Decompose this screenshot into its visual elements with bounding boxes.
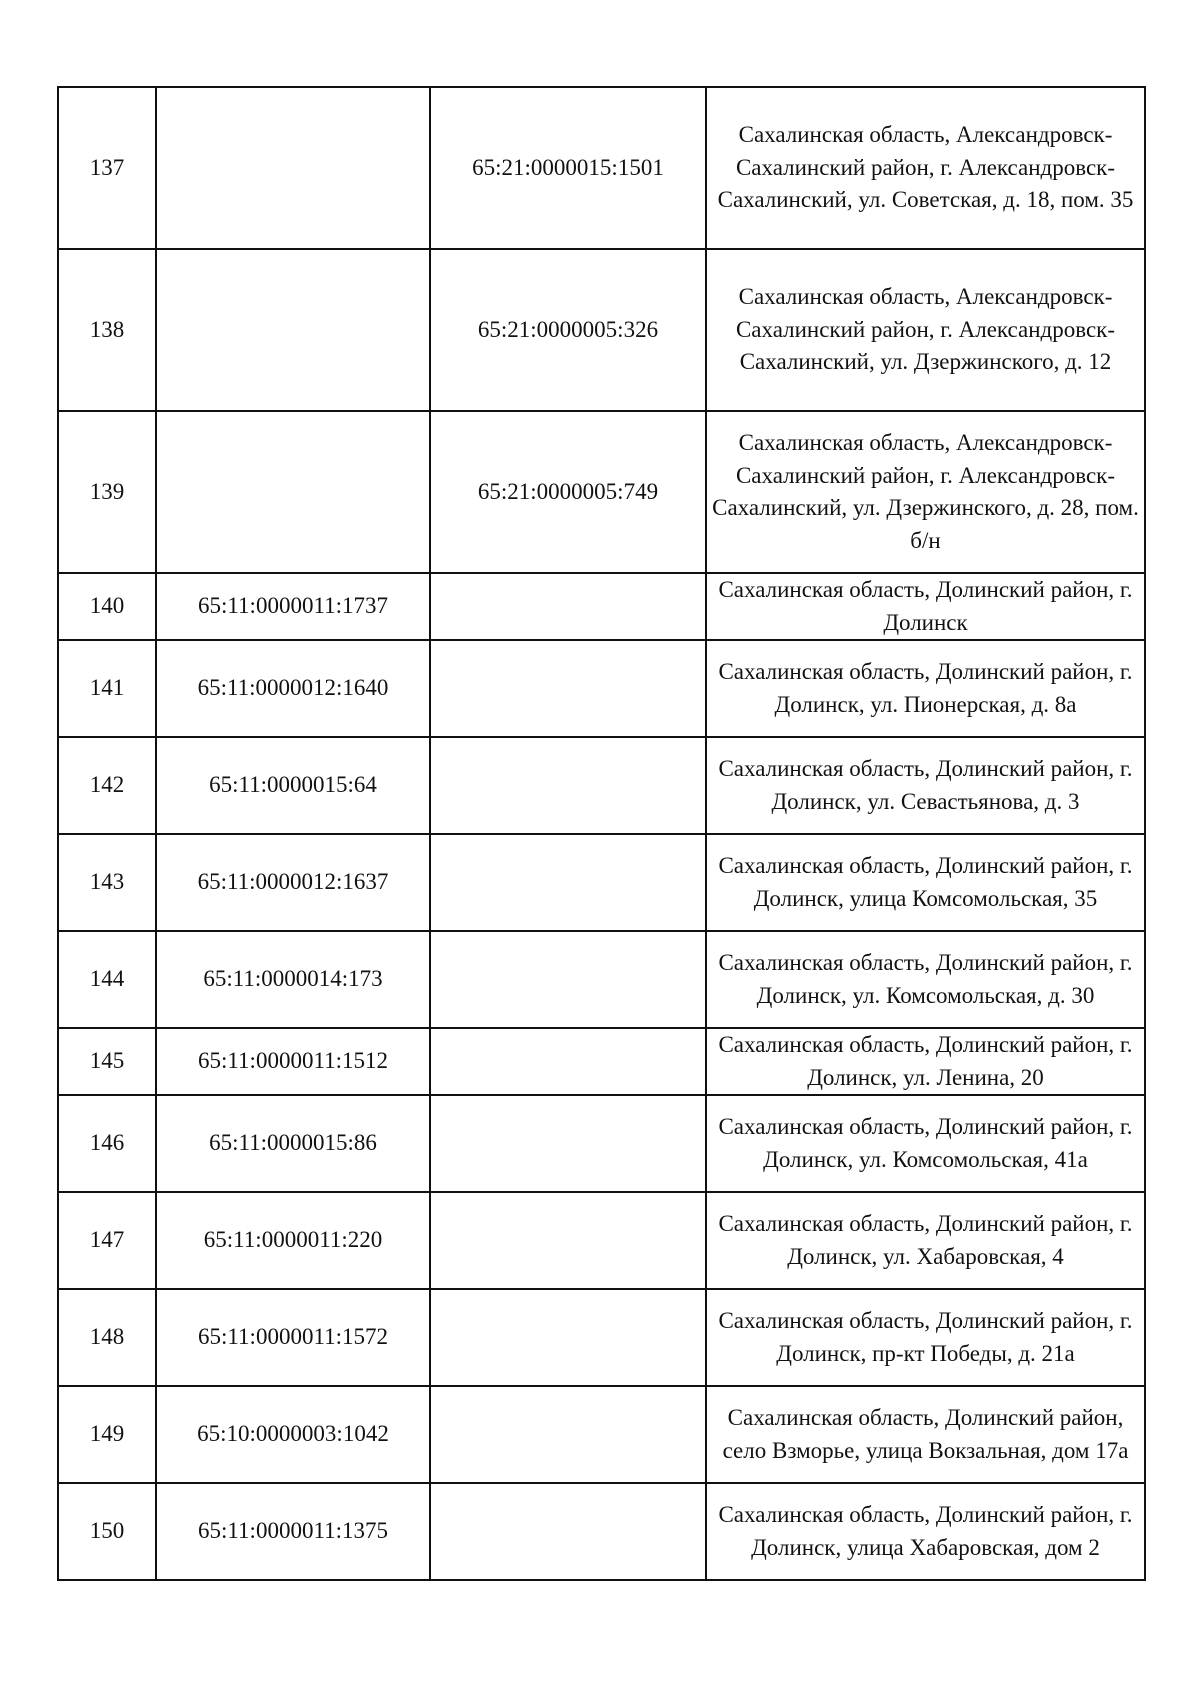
table-row (58, 931, 1145, 1028)
row-number-cell: 137 (58, 87, 156, 249)
cadastral-number-cell: 65:11:0000011:220 (156, 1192, 430, 1289)
cadastral-number-cell (156, 249, 430, 411)
cadastral-number-cell: 65:11:0000012:1640 (156, 640, 430, 737)
row-number-cell: 145 (58, 1028, 156, 1095)
cadastral-number-cell (156, 87, 430, 249)
premises-cadastral-number-cell (430, 931, 706, 1028)
row-number-cell: 146 (58, 1095, 156, 1192)
address-cell: Сахалинская область, Долинский район, г. Долинск, ул. Севастьянова, д. 3 (706, 737, 1145, 834)
address-cell: Сахалинская область, Долинский район, г. Долинск, улица Хабаровская, дом 2 (706, 1483, 1145, 1580)
premises-cadastral-number-cell (430, 1386, 706, 1483)
premises-cadastral-number-cell (430, 834, 706, 931)
cadastral-number-cell: 65:11:0000011:1375 (156, 1483, 430, 1580)
premises-cadastral-number-cell (430, 640, 706, 737)
table-body (58, 87, 1145, 1580)
cadastral-number-cell: 65:11:0000011:1512 (156, 1028, 430, 1095)
address-cell: Сахалинская область, Долинский район, г. Долинск, ул. Пионерская, д. 8а (706, 640, 1145, 737)
table-row (58, 1386, 1145, 1483)
table-row (58, 411, 1145, 573)
row-number-cell: 140 (58, 573, 156, 640)
table-row (58, 1095, 1145, 1192)
premises-cadastral-number-cell (430, 737, 706, 834)
cadastral-number-cell: 65:11:0000014:173 (156, 931, 430, 1028)
address-cell: Сахалинская область, Александровск-Сахалинский район, г. Александровск-Сахалинский, ул. Дзержинского, д. 28, пом. б/н (706, 411, 1145, 573)
cadastral-number-cell: 65:11:0000011:1737 (156, 573, 430, 640)
table-row (58, 1028, 1145, 1095)
table-row (58, 834, 1145, 931)
address-cell: Сахалинская область, Долинский район, г. Долинск, ул. Комсомольская, 41а (706, 1095, 1145, 1192)
premises-cadastral-number-cell (430, 1095, 706, 1192)
address-cell: Сахалинская область, Долинский район, г. Долинск, пр-кт Победы, д. 21а (706, 1289, 1145, 1386)
cadastral-number-cell: 65:10:0000003:1042 (156, 1386, 430, 1483)
table-row (58, 1192, 1145, 1289)
premises-cadastral-number-cell (430, 1028, 706, 1095)
cadastral-number-cell: 65:11:0000015:64 (156, 737, 430, 834)
table-row (58, 87, 1145, 249)
address-cell: Сахалинская область, Долинский район, г. Долинск (706, 573, 1145, 640)
table-row (58, 1483, 1145, 1580)
premises-cadastral-number-cell (430, 1289, 706, 1386)
table-row (58, 640, 1145, 737)
row-number-cell: 150 (58, 1483, 156, 1580)
address-cell: Сахалинская область, Александровск-Сахалинский район, г. Александровск-Сахалинский, ул. Дзержинского, д. 12 (706, 249, 1145, 411)
row-number-cell: 144 (58, 931, 156, 1028)
row-number-cell: 139 (58, 411, 156, 573)
premises-cadastral-number-cell: 65:21:0000015:1501 (430, 87, 706, 249)
table-row (58, 573, 1145, 640)
premises-cadastral-number-cell: 65:21:0000005:749 (430, 411, 706, 573)
property-registry-table (57, 86, 1146, 1581)
cadastral-number-cell: 65:11:0000015:86 (156, 1095, 430, 1192)
address-cell: Сахалинская область, Долинский район, г. Долинск, ул. Хабаровская, 4 (706, 1192, 1145, 1289)
address-cell: Сахалинская область, Долинский район, г. Долинск, ул. Комсомольская, д. 30 (706, 931, 1145, 1028)
address-cell: Сахалинская область, Долинский район, г. Долинск, улица Комсомольская, 35 (706, 834, 1145, 931)
premises-cadastral-number-cell (430, 1192, 706, 1289)
premises-cadastral-number-cell (430, 1483, 706, 1580)
row-number-cell: 141 (58, 640, 156, 737)
premises-cadastral-number-cell: 65:21:0000005:326 (430, 249, 706, 411)
address-cell: Сахалинская область, Долинский район, село Взморье, улица Вокзальная, дом 17а (706, 1386, 1145, 1483)
cadastral-number-cell (156, 411, 430, 573)
row-number-cell: 138 (58, 249, 156, 411)
table-row (58, 1289, 1145, 1386)
address-cell: Сахалинская область, Александровск-Сахалинский район, г. Александровск-Сахалинский, ул. Советская, д. 18, пом. 35 (706, 87, 1145, 249)
table-row (58, 249, 1145, 411)
row-number-cell: 148 (58, 1289, 156, 1386)
cadastral-number-cell: 65:11:0000012:1637 (156, 834, 430, 931)
table-row (58, 737, 1145, 834)
cadastral-number-cell: 65:11:0000011:1572 (156, 1289, 430, 1386)
row-number-cell: 143 (58, 834, 156, 931)
row-number-cell: 142 (58, 737, 156, 834)
row-number-cell: 147 (58, 1192, 156, 1289)
row-number-cell: 149 (58, 1386, 156, 1483)
address-cell: Сахалинская область, Долинский район, г. Долинск, ул. Ленина, 20 (706, 1028, 1145, 1095)
premises-cadastral-number-cell (430, 573, 706, 640)
